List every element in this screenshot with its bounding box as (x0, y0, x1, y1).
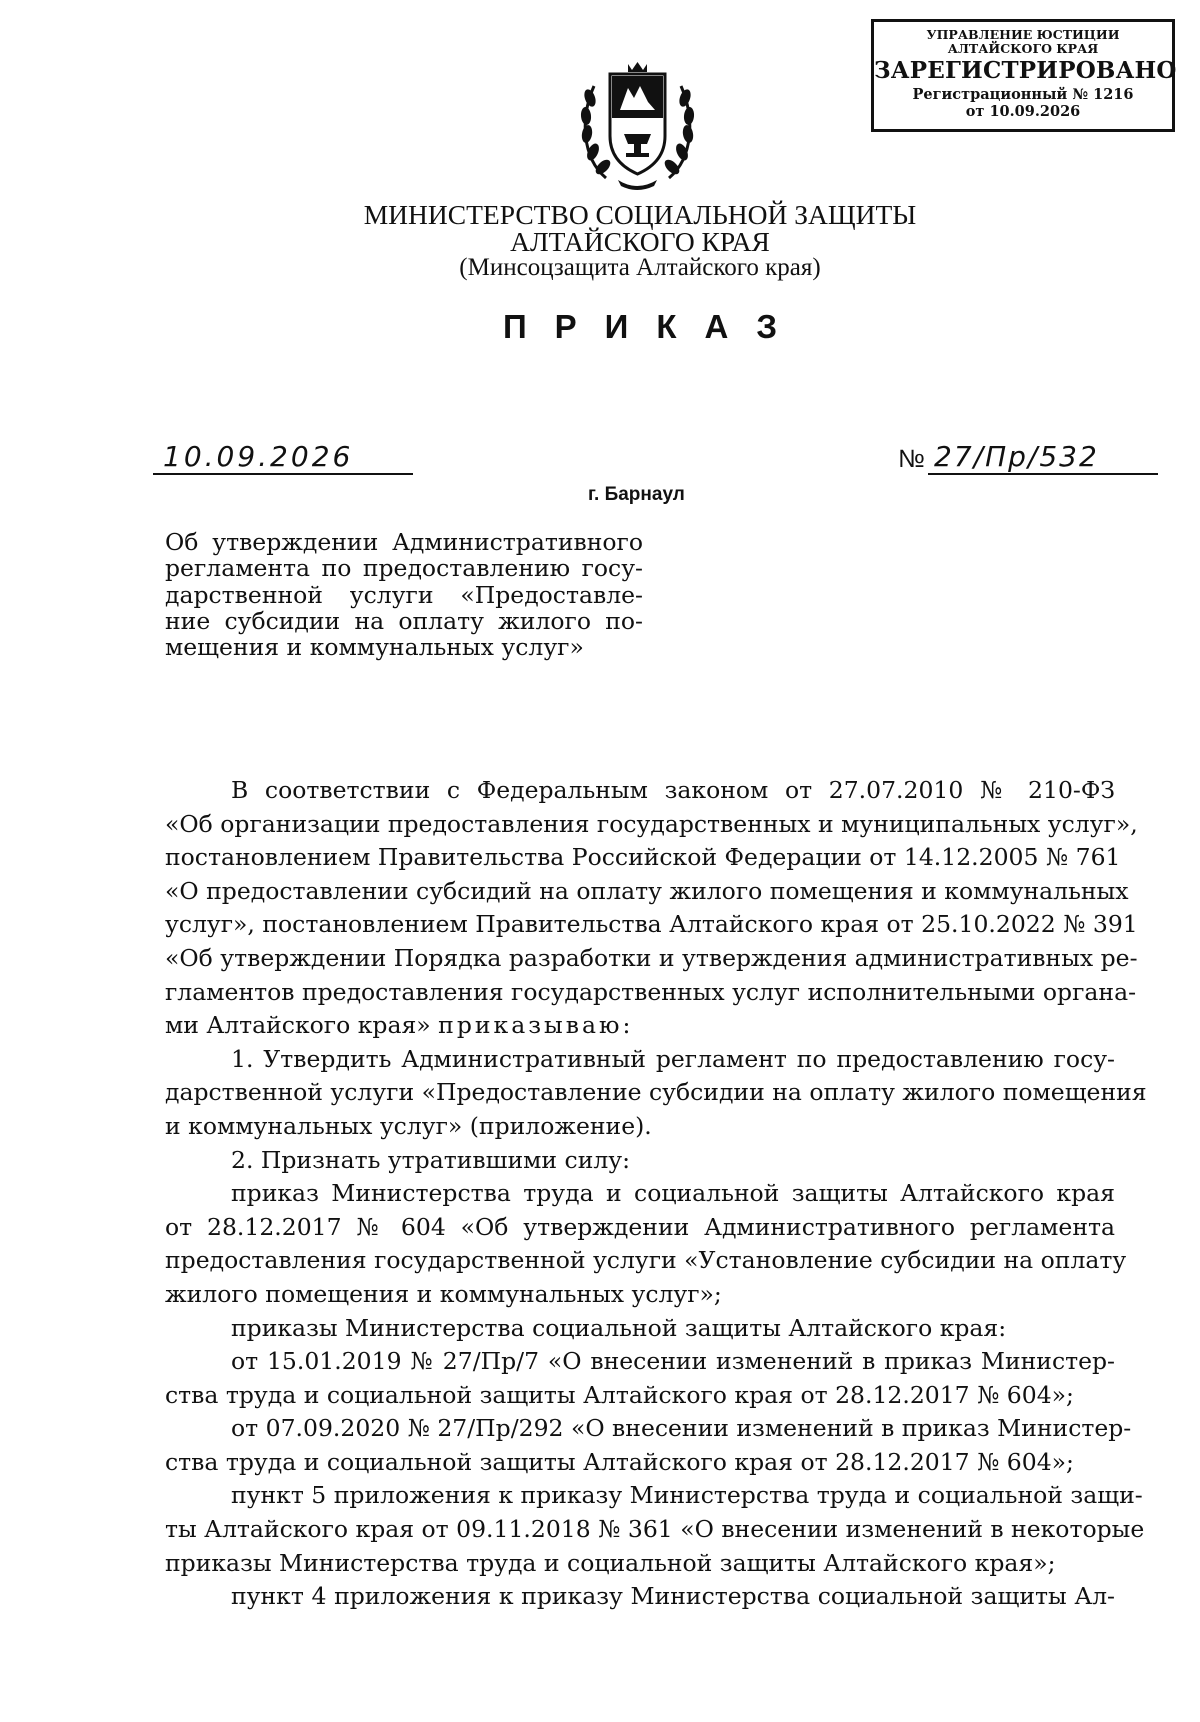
body-line: 2. Признать утратившими силу: (231, 1145, 631, 1174)
subject-line: Об утверждении Административного (165, 528, 643, 556)
subject-line: ние субсидии на оплату жилого по- (165, 606, 643, 635)
document-body (165, 774, 1147, 1614)
body-line: услуг», постановлением Правительства Алтайского края от 25.10.2022 № 391 (165, 910, 1138, 939)
stamp-authority-line1: УПРАВЛЕНИЕ ЮСТИЦИИ (926, 27, 1120, 42)
stamp-reg-number: Регистрационный № 1216 (912, 86, 1134, 103)
date-text: 10.09.2026 (163, 440, 354, 473)
body-line: пункт 5 приложения к приказу Министерства труда и социальной защи- (231, 1481, 1143, 1510)
number-text: 27/Пр/532 (934, 440, 1099, 473)
body-line: пункт 4 приложения к приказу Министерства социальной защиты Ал- (231, 1582, 1115, 1611)
body-line: предоставления государственной услуги «Установление субсидии на оплату (165, 1246, 1127, 1275)
body-line: ты Алтайского края от 09.11.2018 № 361 «О внесении изменений в некоторые (165, 1515, 1145, 1544)
body-line: от 15.01.2019 № 27/Пр/7 «О внесении изменений в приказ Министер- (231, 1347, 1115, 1376)
document-subject (165, 529, 643, 660)
body-line: и коммунальных услуг» (приложение). (165, 1111, 652, 1140)
registration-stamp (871, 19, 1175, 132)
body-line: В соответствии с Федеральным законом от 27.07.2010 № 210-ФЗ (231, 776, 1115, 804)
document-type-title: ПРИКАЗ (502, 308, 806, 345)
body-line: «О предоставлении субсидий на оплату жилого помещения и коммунальных (165, 876, 1129, 905)
ministry-name-line1: МИНИСТЕРСТВО СОЦИАЛЬНОЙ ЗАЩИТЫ (363, 199, 917, 230)
body-line: приказ Министерства труда и социальной защиты Алтайского края (231, 1179, 1115, 1208)
ministry-name-line2: АЛТАЙСКОГО КРАЯ (510, 226, 770, 257)
stamp-reg-date: от 10.09.2026 (965, 103, 1081, 120)
body-line: жилого помещения и коммунальных услуг»; (165, 1279, 722, 1308)
body-line (165, 1009, 1115, 1043)
stamp-authority-line2: АЛТАЙСКОГО КРАЯ (947, 41, 1099, 56)
body-line-text: ми Алтайского края» (165, 1011, 431, 1040)
body-line: дарственной услуги «Предоставление субсидии на оплату жилого помещения (165, 1078, 1147, 1107)
body-line: 1. Утвердить Административный регламент по предоставлению госу- (231, 1044, 1115, 1073)
subject-line: мещения и коммунальных услуг» (165, 633, 584, 662)
subject-line: дарственной услуги «Предоставле- (165, 580, 643, 609)
body-line: от 07.09.2020 № 27/Пр/292 «О внесении изменений в приказ Министер- (231, 1414, 1132, 1443)
subject-line: регламента по предоставлению госу- (165, 554, 643, 583)
body-line: приказы Министерства социальной защиты Алтайского края: (231, 1313, 1007, 1342)
order-word: приказываю: (438, 1011, 634, 1040)
body-line: постановлением Правительства Российской Федерации от 14.12.2005 № 761 (165, 843, 1121, 872)
number-sign: № (898, 445, 925, 473)
body-line: от 28.12.2017 № 604 «Об утверждении Административного регламента (165, 1212, 1115, 1241)
coat-of-arms-icon (576, 58, 699, 193)
body-line: ства труда и социальной защиты Алтайского края от 28.12.2017 № 604»; (165, 1380, 1074, 1409)
body-line: «Об утверждении Порядка разработки и утверждения административных ре- (165, 943, 1138, 972)
body-line: гламентов предоставления государственных услуг исполнительными органа- (165, 977, 1137, 1006)
body-line: ства труда и социальной защиты Алтайского края от 28.12.2017 № 604»; (165, 1447, 1074, 1476)
handwritten-number (928, 440, 1168, 480)
stamp-status: ЗАРЕГИСТРИРОВАНО (874, 57, 1177, 84)
city-name: г. Барнаул (588, 484, 685, 505)
ministry-short-name: (Минсоцзащита Алтайского края) (459, 254, 821, 281)
handwritten-date (153, 440, 423, 480)
body-line: приказы Министерства труда и социальной защиты Алтайского края»; (165, 1548, 1056, 1577)
body-line: «Об организации предоставления государственных и муниципальных услуг», (165, 809, 1138, 838)
